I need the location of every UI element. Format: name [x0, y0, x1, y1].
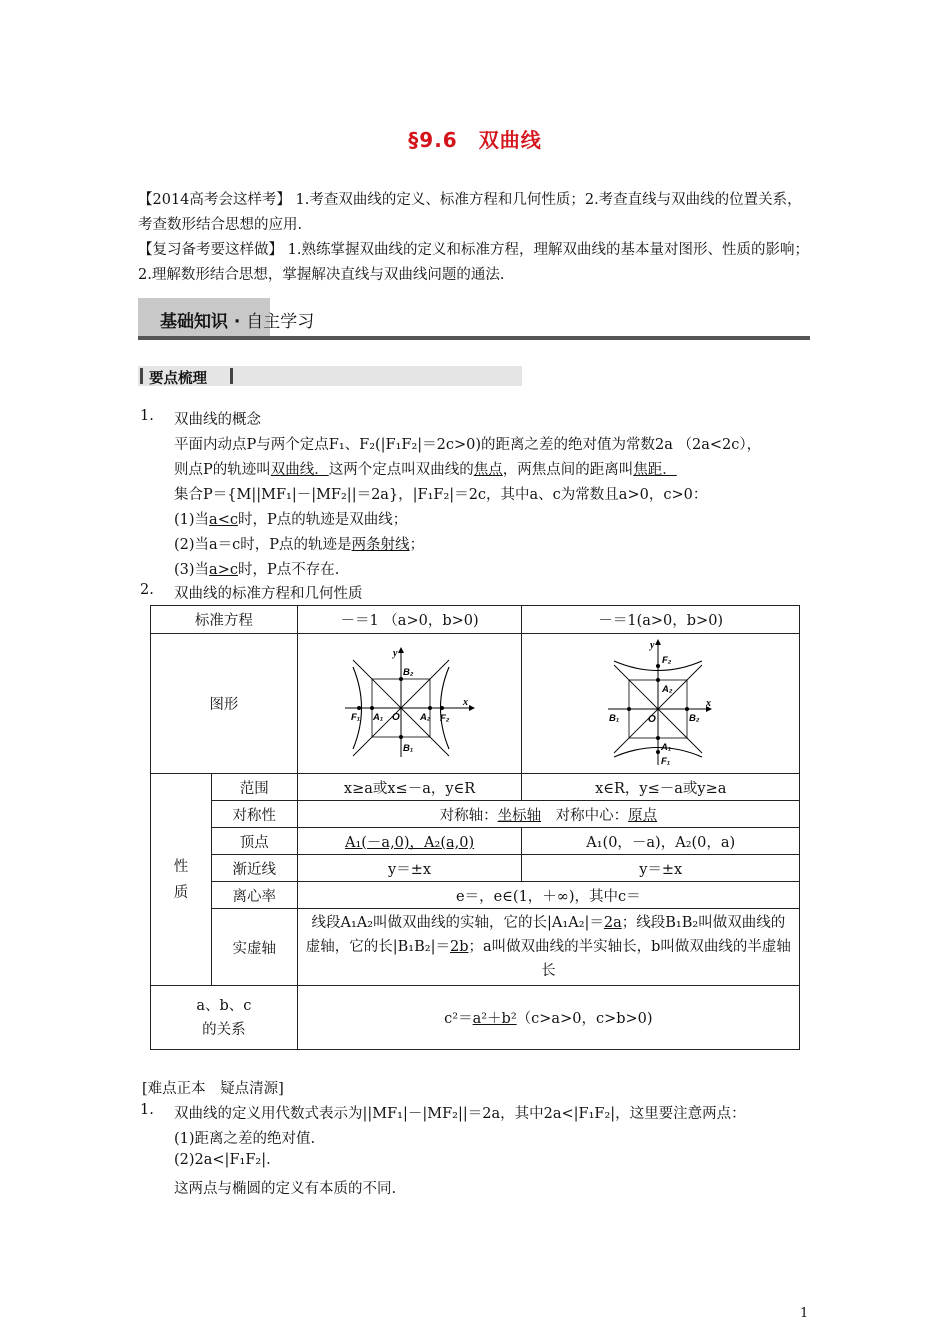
section-banner — [138, 298, 810, 340]
difficulty-line-2: (1)距离之差的绝对值. — [174, 1131, 316, 1147]
vertex-x: A₁(－a,0)，A₂(a,0) — [297, 828, 522, 855]
concept-number: 1. — [140, 408, 154, 424]
fig1-a1-label: A₁ — [372, 711, 383, 723]
fig1-f1-label: F₁ — [350, 711, 360, 723]
fig2-a2-label: A₂ — [661, 683, 673, 695]
figure-label: 图形 — [151, 634, 298, 774]
fig1-x-label: x — [462, 696, 468, 708]
fig1-f2-label: F₂ — [439, 712, 449, 724]
page-title: §9.6 双曲线 — [408, 128, 542, 152]
banner-main: 基础知识 — [160, 312, 228, 332]
properties-label: 性 质 — [151, 774, 212, 986]
fig1-a2-label: A₂ — [419, 711, 431, 723]
concept-line-1: 平面内动点P与两个定点F₁、F₂(|F₁F₂|＝2c>0)的距离之差的绝对值为常数2a （2a<2c）， — [174, 437, 762, 453]
hyperbola-y-figure — [606, 637, 716, 767]
vertex-label: 顶点 — [211, 828, 297, 855]
concept-line-2: 则点P的轨迹叫双曲线．这两个定点叫双曲线的焦点，两焦点间的距离叫焦距． — [174, 462, 677, 478]
fig2-origin-label: O — [647, 713, 656, 725]
difficulty-line-3: (2)2a<|F₁F₂|. — [174, 1152, 271, 1168]
section-label — [138, 366, 522, 386]
fig1-y-label: y — [392, 647, 398, 659]
axis-label: 实虚轴 — [211, 909, 297, 986]
relation-label: a、b、c 的关系 — [151, 986, 298, 1050]
fig2-x-label: x — [705, 697, 711, 709]
concept-line-3: 集合P＝{M||MF₁|－|MF₂||＝2a}，|F₁F₂|＝2c，其中a、c为常数且a>0，c>0： — [174, 487, 708, 503]
hyperbola-x-figure — [345, 645, 475, 759]
banner-sub: 自主学习 — [246, 312, 315, 332]
range-label: 范围 — [211, 774, 297, 801]
header-standard-equation: 标准方程 — [151, 606, 298, 634]
asymptote-x: y＝±x — [297, 855, 522, 882]
asymptote-label: 渐近线 — [211, 855, 297, 882]
standard-heading: 双曲线的标准方程和几何性质 — [174, 586, 363, 602]
banner-separator: · — [228, 312, 247, 332]
header-equation-y: －＝1(a>0，b>0) — [522, 606, 800, 634]
difficulty-line-1: 双曲线的定义用代数式表示为||MF₁|－|MF₂||＝2a，其中2a<|F₁F₂|，这里要注意两点： — [174, 1106, 746, 1122]
range-x: x≥a或x≤－a，y∈R — [297, 774, 522, 801]
asymptote-y: y＝±x — [522, 855, 800, 882]
concept-case-1: (1)当a<c时，P点的轨迹是双曲线； — [174, 512, 408, 528]
eccentricity-label: 离心率 — [211, 882, 297, 909]
property-table — [150, 605, 800, 1050]
figure-cell-y — [522, 634, 800, 774]
section-label-text: 要点梳理 — [149, 371, 207, 387]
review-advice: 【复习备考要这样做】 1.熟练掌握双曲线的定义和标准方程，理解双曲线的基本量对图形、性质的影响；2.理解数形结合思想，掌握解决直线与双曲线问题的通法. — [138, 242, 809, 283]
fig2-b2-label: B₂ — [688, 712, 700, 724]
fig2-b1-label: B₁ — [608, 712, 619, 724]
fig1-origin-label: O — [391, 711, 400, 723]
eccentricity-value: e＝，e∈(1，＋∞)，其中c＝ — [297, 882, 799, 909]
header-equation-x: －＝1 （a>0，b>0) — [297, 606, 522, 634]
fig2-f1-label: F₁ — [660, 755, 670, 767]
concept-heading: 双曲线的概念 — [174, 412, 261, 428]
exam-focus: 【2014高考会这样考】 1.考查双曲线的定义、标准方程和几何性质；2.考查直线与双曲线的位置关系，考查数形结合思想的应用. — [138, 192, 802, 233]
difficulty-line-4: 这两点与椭圆的定义有本质的不同. — [174, 1181, 397, 1197]
fig1-b2-label: B₂ — [402, 666, 414, 678]
fig2-f2-label: F₂ — [661, 654, 672, 666]
difficulty-number: 1. — [140, 1102, 154, 1118]
fig2-y-label: y — [649, 639, 655, 651]
figure-cell-x — [297, 634, 522, 774]
symmetry-value: 对称轴：坐标轴 对称中心：原点 — [297, 801, 799, 828]
vertex-y: A₁(0，－a)，A₂(0，a) — [522, 828, 800, 855]
standard-number: 2. — [140, 582, 154, 598]
fig1-b1-label: B₁ — [402, 742, 413, 754]
concept-case-2: (2)当a＝c时，P点的轨迹是两条射线； — [174, 537, 425, 553]
symmetry-label: 对称性 — [211, 801, 297, 828]
relation-value: c²＝a²＋b²（c>a>0，c>b>0) — [297, 986, 799, 1050]
axis-value: 线段A₁A₂叫做双曲线的实轴，它的长|A₁A₂|＝2a；线段B₁B₂叫做双曲线的虚轴，它的长|B₁B₂|＝2b；a叫做双曲线的半实轴长，b叫做双曲线的半虚轴长 — [297, 909, 799, 986]
range-y: x∈R，y≤－a或y≥a — [522, 774, 800, 801]
fig2-a1-label: A₁ — [660, 741, 671, 753]
page-number: 1 — [800, 1306, 809, 1321]
concept-case-3: (3)当a>c时，P点不存在. — [174, 562, 340, 578]
difficulty-heading: [难点正本 疑点清源] — [142, 1081, 284, 1097]
